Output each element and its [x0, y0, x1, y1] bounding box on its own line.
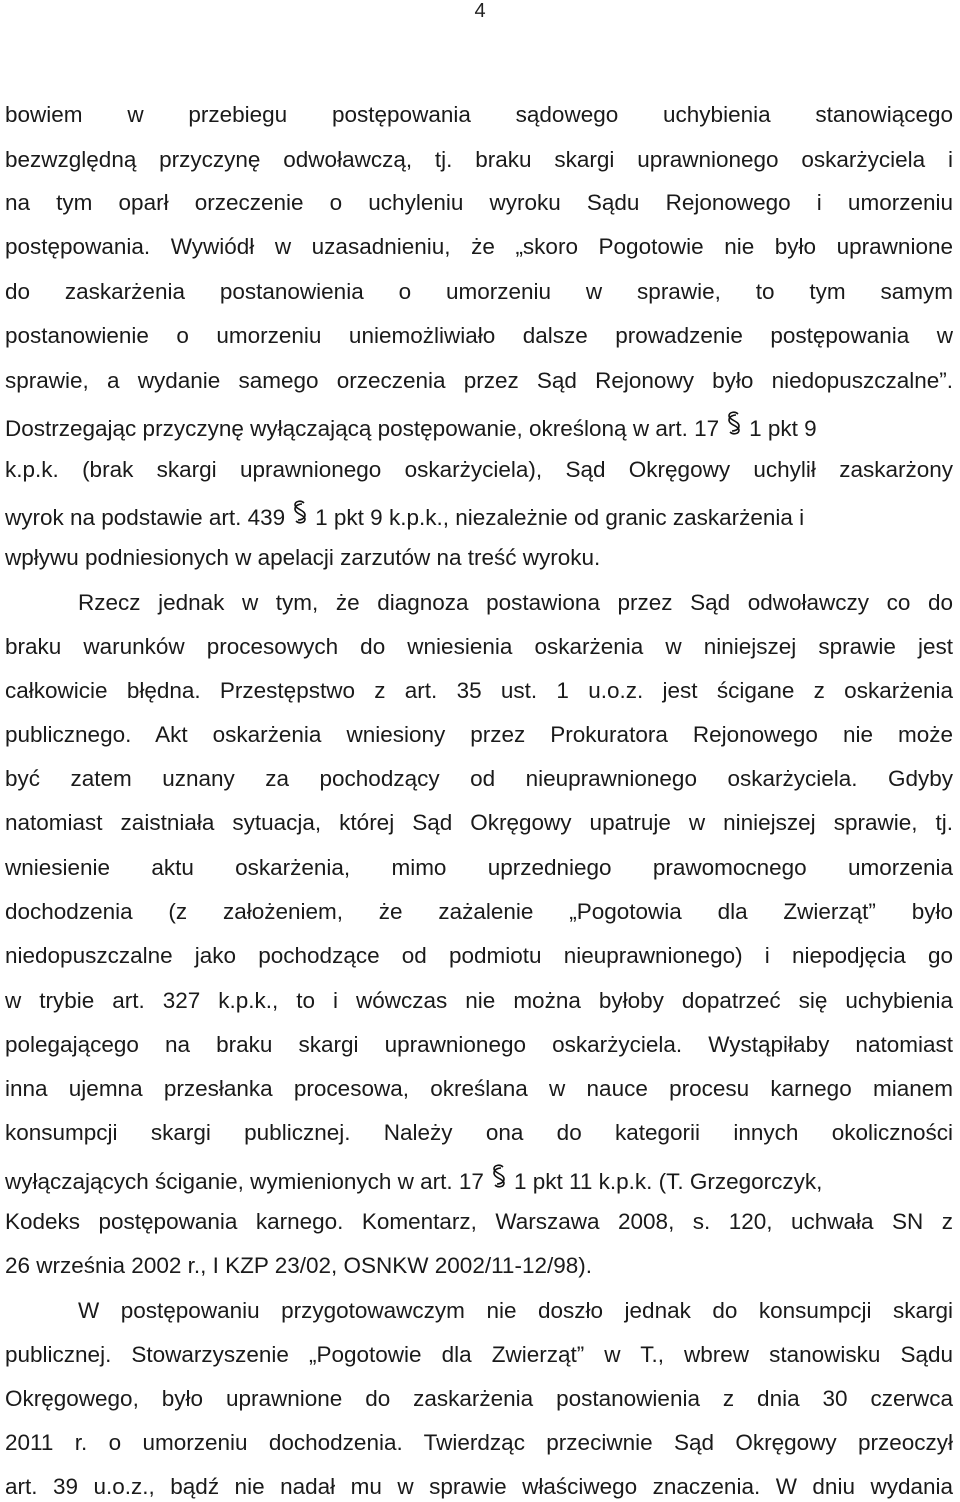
text-span: 1 pkt 9	[749, 416, 817, 441]
text-line: postanowienie o umorzeniu uniemożliwiało dalsze prowadzenie postępowania w	[5, 323, 953, 348]
text-line: k.p.k. (brak skargi uprawnionego oskarżyciela), Sąd Okręgowy uchylił zaskarżony	[5, 457, 953, 482]
text-line: Rzecz jednak w tym, że diagnoza postawiona przez Sąd odwoławczy co do	[78, 590, 953, 615]
text-line: wpływu podniesionych w apelacji zarzutów na treść wyroku.	[5, 545, 601, 570]
text-line: postępowania. Wywiódł w uzasadnieniu, że „skoro Pogotowie nie było uprawnione	[5, 234, 953, 259]
text-line: polegającego na braku skargi uprawnionego oskarżyciela. Wystąpiłaby natomiast	[5, 1032, 953, 1057]
text-line: na tym oparł orzeczenie o uchyleniu wyroku Sądu Rejonowego i umorzeniu	[5, 190, 953, 215]
section-sign-icon	[289, 499, 311, 525]
text-line: Okręgowego, było uprawnione do zaskarżenia postanowienia z dnia 30 czerwca	[5, 1386, 953, 1411]
text-line: braku warunków procesowych do wniesienia oskarżenia w niniejszej sprawie jest	[5, 634, 953, 659]
text-span: 1 pkt 9 k.p.k., niezależnie od granic zaskarżenia i	[315, 505, 805, 530]
text-line: konsumpcji skargi publicznej. Należy ona do kategorii innych okoliczności	[5, 1120, 953, 1145]
text-line: w trybie art. 327 k.p.k., to i wówczas nie można byłoby dopatrzeć się uchybienia	[5, 988, 953, 1013]
text-span: Dostrzegając przyczynę wyłączającą postępowanie, określoną w art. 17	[5, 416, 720, 441]
text-line: 26 września 2002 r., I KZP 23/02, OSNKW 2002/11-12/98).	[5, 1253, 592, 1278]
text-line: dochodzenia (z założeniem, że zażalenie „Pogotowia dla Zwierząt” było	[5, 899, 953, 924]
text-line	[5, 410, 953, 444]
text-span: wyrok na podstawie art. 439	[5, 505, 286, 530]
text-line: wniesienie aktu oskarżenia, mimo uprzedniego prawomocnego umorzenia	[5, 855, 953, 880]
text-line: być zatem uznany za pochodzący od nieuprawnionego oskarżyciela. Gdyby	[5, 766, 953, 791]
text-line: Kodeks postępowania karnego. Komentarz, Warszawa 2008, s. 120, uchwała SN z	[5, 1209, 953, 1234]
section-sign-icon	[488, 1163, 510, 1189]
text-line: publicznego. Akt oskarżenia wniesiony przez Prokuratora Rejonowego nie może	[5, 722, 953, 747]
text-line: bowiem w przebiegu postępowania sądowego uchybienia stanowiącego	[5, 102, 953, 127]
text-line: sprawie, a wydanie samego orzeczenia przez Sąd Rejonowy było niedopuszczalne”.	[5, 368, 953, 393]
text-line: bezwzględną przyczynę odwoławczą, tj. braku skargi uprawnionego oskarżyciela i	[5, 147, 953, 172]
text-span: wyłączających ściganie, wymienionych w art. 17	[5, 1169, 484, 1194]
page-number: 4	[474, 0, 486, 22]
text-line: 2011 r. o umorzeniu dochodzenia. Twierdząc przeciwnie Sąd Okręgowy przeoczył	[5, 1430, 953, 1455]
text-line: inna ujemna przesłanka procesowa, określana w nauce procesu karnego mianem	[5, 1076, 953, 1101]
text-line: art. 39 u.o.z., bądź nie nadał mu w sprawie właściwego znaczenia. W dniu wydania	[5, 1474, 953, 1499]
text-line	[5, 1163, 953, 1197]
text-span: 1 pkt 11 k.p.k. (T. Grzegorczyk,	[513, 1169, 823, 1194]
text-line: W postępowaniu przygotowawczym nie doszło jednak do konsumpcji skargi	[78, 1298, 953, 1323]
text-line: do zaskarżenia postanowienia o umorzeniu w sprawie, to tym samym	[5, 279, 953, 304]
text-line: publicznej. Stowarzyszenie „Pogotowie dla Zwierząt” w T., wbrew stanowisku Sądu	[5, 1342, 953, 1367]
section-sign-icon	[723, 410, 745, 436]
text-line: całkowicie błędna. Przestępstwo z art. 35 ust. 1 u.o.z. jest ścigane z oskarżenia	[5, 678, 953, 703]
text-line: natomiast zaistniała sytuacja, której Sąd Okręgowy upatruje w niniejszej sprawie, tj.	[5, 810, 953, 835]
text-line: niedopuszczalne jako pochodzące od podmiotu nieuprawnionego) i niepodjęcia go	[5, 943, 953, 968]
text-line	[5, 499, 953, 533]
